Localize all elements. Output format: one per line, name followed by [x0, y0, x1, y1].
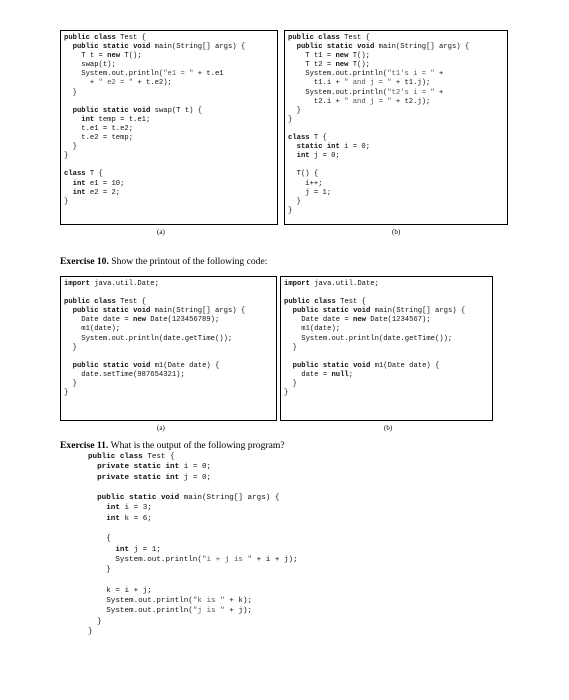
code-line: } — [64, 152, 69, 161]
code-line: public static void main(String[] args) { — [296, 43, 470, 52]
code-line: } — [106, 566, 111, 575]
caption-b: (b) — [384, 424, 393, 432]
code-listing — [284, 280, 492, 398]
caption-a: (a) — [157, 424, 165, 432]
code-line: T t2 = new T(); — [288, 61, 370, 70]
code-line: System.out.println("t1's i = " + — [288, 70, 444, 79]
code-line: } — [296, 197, 301, 206]
code-line: } — [64, 389, 69, 398]
code-line: } — [284, 389, 289, 398]
code-line: i++; — [305, 179, 323, 188]
code-line: class T { — [64, 170, 103, 179]
code-line: date = null; — [284, 370, 354, 379]
code-listing — [288, 34, 507, 216]
code-line: t.e2 = temp; — [81, 134, 134, 143]
code-line: private static int i = 0; — [97, 463, 212, 472]
code-line: private static int j = 0; — [97, 473, 212, 482]
code-line: Date date = new Date(1234567); — [284, 316, 431, 325]
code-line: swap(t); — [81, 61, 116, 70]
code-line: } — [72, 88, 77, 97]
code-line: System.out.println("j is " + j); — [88, 607, 253, 616]
code-box-top-a — [60, 30, 278, 225]
code-line: + " e2 = " + t.e2); — [64, 79, 172, 88]
code-line: int e1 = 10; — [72, 179, 125, 188]
code-listing — [64, 280, 276, 398]
code-line: System.out.println(date.getTime()); — [301, 334, 453, 343]
code-line: j = 1; — [305, 188, 332, 197]
code-line: m1(date); — [81, 325, 121, 334]
code-line: t1.i + " and j = " + t1.j); — [288, 79, 431, 88]
code-line: T t = new T(); — [64, 52, 142, 61]
code-line: System.out.println("e1 = " + t.e1 — [64, 70, 224, 79]
code-line: } — [292, 343, 297, 352]
caption-a: (a) — [157, 228, 165, 236]
code-line: Date date = new Date(123456789); — [64, 316, 220, 325]
code-line: } — [97, 617, 102, 626]
code-line: } — [292, 380, 297, 389]
code-line: static int i = 0; — [296, 143, 371, 152]
code-line: { — [106, 535, 111, 544]
code-line: m1(date); — [301, 325, 341, 334]
code-line: } — [88, 628, 93, 637]
code-line: date.setTime(987654321); — [81, 370, 185, 379]
code-listing — [64, 34, 277, 207]
code-line: public class Test { — [284, 298, 366, 307]
code-line: t.e1 = t.e2; — [81, 124, 134, 133]
code-line: } — [64, 197, 69, 206]
code-line: } — [72, 343, 77, 352]
code-line: System.out.println("i + j is " + i + j); — [88, 555, 298, 564]
code-line: } — [288, 115, 293, 124]
code-line: T() { — [296, 170, 319, 179]
code-block-ex11 — [88, 452, 298, 637]
caption-b: (b) — [392, 228, 401, 236]
code-line: public static void m1(Date date) { — [72, 361, 220, 370]
code-line: import java.util.Date; — [64, 280, 159, 288]
code-line: public static void main(String[] args) { — [72, 307, 246, 316]
code-line: int j = 0; — [296, 152, 340, 161]
exercise-number: Exercise 10. — [60, 256, 109, 267]
code-box-ex10-a — [60, 276, 277, 421]
exercise-text: Show the printout of the following code: — [111, 256, 268, 267]
code-line: k = i + j; — [106, 586, 152, 595]
code-line: public class Test { — [288, 34, 370, 42]
exercise-number: Exercise 11. — [60, 440, 109, 451]
code-line: public class Test { — [64, 298, 146, 307]
code-line: public static void main(String[] args) { — [97, 494, 280, 503]
code-line: int j = 1; — [115, 545, 161, 554]
exercise-10-heading — [60, 256, 267, 267]
code-line: t2.i + " and j = " + t2.j); — [288, 97, 431, 106]
code-line: System.out.println(date.getTime()); — [81, 334, 233, 343]
code-line: public class Test { — [88, 453, 175, 461]
code-line: import java.util.Date; — [284, 280, 379, 288]
code-line: } — [296, 106, 301, 115]
code-line: class T { — [288, 134, 327, 143]
code-line: System.out.println("t2's i = " + — [288, 88, 444, 97]
code-line: System.out.println("k is " + k); — [88, 597, 253, 606]
code-line: T t1 = new T(); — [288, 52, 370, 61]
code-line: public static void m1(Date date) { — [292, 361, 440, 370]
code-line: int k = 6; — [106, 514, 152, 523]
code-box-ex10-b — [280, 276, 493, 421]
exercise-11-heading — [60, 440, 285, 451]
code-line: int temp = t.e1; — [81, 115, 151, 124]
code-line: public class Test { — [64, 34, 146, 42]
code-box-top-b — [284, 30, 508, 225]
code-line: int i = 3; — [106, 504, 152, 513]
code-line: } — [72, 380, 77, 389]
code-line: public static void main(String[] args) { — [72, 43, 246, 52]
code-line: } — [288, 206, 293, 215]
code-listing — [88, 452, 298, 637]
exercise-text: What is the output of the following program? — [110, 440, 285, 451]
code-line: public static void swap(T t) { — [72, 106, 203, 115]
code-line: public static void main(String[] args) { — [292, 307, 466, 316]
code-line: int e2 = 2; — [72, 188, 121, 197]
code-line: } — [72, 143, 77, 152]
